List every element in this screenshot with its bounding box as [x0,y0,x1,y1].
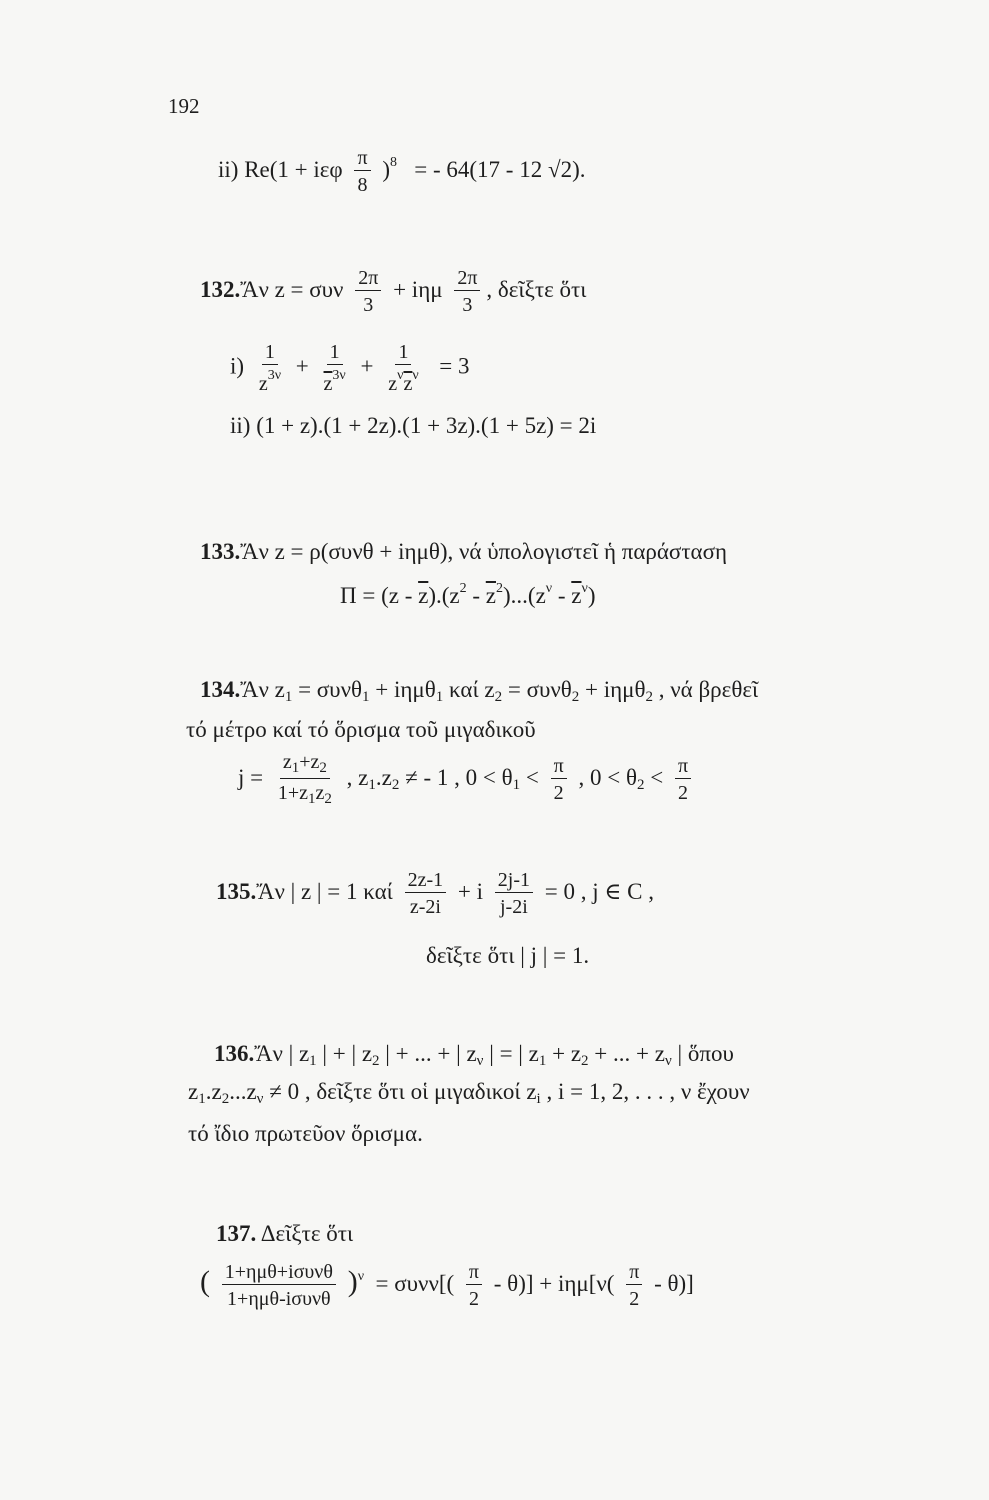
tail: , δεῖξτε ὅτι [486,276,587,302]
subscript: 1 [309,1053,317,1069]
part: - θ)] [654,1270,694,1296]
part: 1+z [277,782,309,804]
numerator: π [354,148,370,171]
denominator: j-2i [500,896,528,918]
part: ...z [229,1079,257,1104]
numerator: 2π [454,268,480,291]
numerator: 2π [355,268,381,291]
part: .z [375,764,392,790]
subscript: 1 [368,776,376,793]
rhs: = 3 [439,353,470,379]
fraction-pi-over-8 [354,148,370,195]
tail: = 0 , j ∈ C , [544,878,654,904]
exercise-135-line1 [216,870,654,917]
exercise-number: 135. [216,878,257,904]
part: ≠ 0 , δεῖξτε ὅτι οἱ μιγαδικοί z [263,1079,537,1104]
exponent: 2 [459,581,467,596]
exponent: ν [397,368,404,383]
part: + iημθ [369,677,436,702]
denominator: 2 [468,1288,479,1310]
part: + z [546,1041,582,1066]
denominator [256,365,284,394]
subscript: 2 [571,689,580,705]
exercise-131-ii [218,148,585,195]
exercise-137-line1 [216,1222,353,1245]
subscript: 2 [221,1091,230,1107]
exercise-133-line2 [340,582,596,607]
numerator: π [675,756,691,779]
part: , νά βρεθεῖ [653,677,759,702]
part: .z [205,1079,222,1104]
denominator: 1+ημθ-iσυνθ [227,1288,331,1310]
j-equals: j = [238,764,264,790]
part: ≠ - 1 , 0 < θ [399,764,513,790]
part: ) [587,583,596,608]
subscript: 1 [291,760,300,776]
denominator [275,779,335,807]
part: z [315,782,325,804]
exercise-number: 133. [200,539,241,564]
part: - [552,583,572,608]
exponent: ν [581,581,588,596]
mid: + iημ [393,276,443,302]
subscript: ν [256,1091,264,1107]
fraction-1 [256,342,284,394]
lhs-post: ) [382,156,390,182]
numerator: π [626,1262,642,1285]
part: - θ)] + iημ[ν( [493,1270,615,1296]
plus: + [295,353,309,379]
part: )...(z [503,583,546,608]
exercise-134-line2: τό μέτρο καί τό ὅρισμα τοῦ μιγαδικοῦ [186,717,536,742]
subscript: 1 [512,776,521,793]
fraction-2 [321,342,349,394]
part: | + ... + | z [379,1041,477,1066]
subscript: 2 [645,689,654,705]
exponent: ν [545,581,553,596]
fraction-pi-over-2 [551,756,567,803]
denominator [385,365,421,394]
subscript: 2 [391,776,400,793]
part: z [282,751,292,773]
exercise-136-line2 [188,1080,750,1107]
exponent: ν [412,368,419,383]
numerator: π [551,756,567,779]
part: < [520,764,545,790]
exercise-134-line1 [200,678,758,705]
base-conjugate: $\overline{z}$ [403,373,413,395]
part: - [466,583,486,608]
part: < [644,764,669,790]
z-conjugate: $\overline{z}$ [571,583,582,608]
numerator: 1 [262,342,278,365]
denominator: 8 [357,174,368,196]
subscript: 2 [581,1053,589,1069]
part: = συνθ [502,677,572,702]
subscript: 1 [198,1091,206,1107]
part: +z [299,751,320,773]
part: Ἄν z [240,677,285,702]
numerator: π [466,1262,482,1285]
numerator: 1 [327,342,343,365]
subscript: ν [664,1053,672,1069]
exercise-132-statement [200,268,586,315]
exercise-132-i [230,342,469,394]
part: , z [346,764,369,790]
part: + ... + z [588,1041,665,1066]
part: = συνν[( [375,1270,455,1296]
fraction-pi-over-2 [675,756,691,803]
subscript: 2 [319,760,327,776]
intro: Ἄν | z | = 1 καί [256,878,393,904]
part: Ἄν | z [254,1041,310,1066]
page-number: 192 [168,94,200,118]
base: z [388,373,398,395]
z-conjugate: $\overline{z}$ [418,583,429,608]
part: z [188,1079,199,1104]
exercise-137-line2 [200,1262,694,1309]
fraction-main [222,1262,336,1309]
mid: + i [457,878,484,904]
open-paren: ( [200,1264,210,1298]
item-label: ii) [218,156,239,182]
exponent: 3ν [332,368,346,383]
exponent: 3ν [267,368,282,383]
denominator: 2 [678,782,689,804]
denominator: 2 [553,782,564,804]
fraction-j [275,752,335,807]
exercise-number: 136. [214,1041,255,1066]
exercise-number: 137. [216,1221,257,1246]
numerator [280,752,330,779]
fraction-pi-over-2 [466,1262,482,1309]
base-conjugate: $\overline{z}$ [323,373,333,395]
exercise-number: 134. [200,677,241,702]
exponent: ν [357,1268,365,1284]
numerator: 2z-1 [405,870,447,893]
part: , i = 1, 2, . . . , ν ἔχουν [540,1079,750,1104]
fraction-2 [495,870,533,917]
base: z [258,373,268,395]
numerator: 1 [395,342,411,365]
denominator [321,365,349,394]
fraction-3 [385,342,421,394]
part: , 0 < θ [578,764,637,790]
exponent: 8 [390,154,397,170]
plus: + [360,353,374,379]
text: Ἄν z = ρ(συνθ + iημθ), νά ὑπολογιστεῖ ἡ παράσταση [240,539,728,564]
subscript: ν [476,1053,484,1069]
intro: Ἄν z = συν [240,276,344,302]
part: | + | z [316,1041,373,1066]
lhs-pre: Re(1 + iεφ [244,156,343,182]
denominator: 2 [629,1288,640,1310]
denominator: 3 [363,294,374,316]
item-label: i) [230,353,245,379]
subscript: 2 [636,776,645,793]
subscript: 1 [308,791,316,807]
subscript: 2 [494,689,503,705]
part: | ὅπου [671,1041,734,1066]
denominator: z-2i [409,896,441,918]
part: = συνθ [292,677,362,702]
subscript: 1 [538,1053,547,1069]
intro: Δεῖξτε ὅτι [256,1221,354,1246]
z-conjugate: $\overline{z}$ [485,583,496,608]
part: Π = (z - [340,583,419,608]
exercise-136-line3: τό ἴδιο πρωτεῦον ὅρισμα. [188,1121,423,1146]
fraction-2pi-3-b [454,268,480,315]
subscript: 2 [372,1053,380,1069]
numerator: 1+ημθ+iσυνθ [222,1262,336,1285]
exercise-number: 132. [200,276,241,302]
rhs: = - 64(17 - 12 √2). [414,156,586,182]
part: + iημθ [579,677,646,702]
exponent: 2 [496,581,503,596]
denominator: 3 [462,294,473,316]
close-paren: ) [347,1264,358,1298]
fraction-2pi-3-a [355,268,381,315]
subscript: 1 [284,689,293,705]
subscript: 1 [435,689,444,705]
exercise-135-line2: δεῖξτε ὅτι | j | = 1. [426,943,590,968]
fraction-pi-over-2 [626,1262,642,1309]
exercise-133-line1 [200,540,727,563]
subscript: i [536,1091,541,1107]
subscript: 1 [362,689,370,705]
subscript: 2 [324,791,332,807]
exercise-134-line3 [238,752,697,807]
exercise-136-line1 [214,1042,734,1069]
part: | = | z [483,1041,539,1066]
exercise-132-ii: ii) (1 + z).(1 + 2z).(1 + 3z).(1 + 5z) = 2i [230,413,597,438]
part: καί z [443,677,495,702]
fraction-1 [405,870,447,917]
numerator: 2j-1 [495,870,533,893]
part: ).(z [428,583,460,608]
